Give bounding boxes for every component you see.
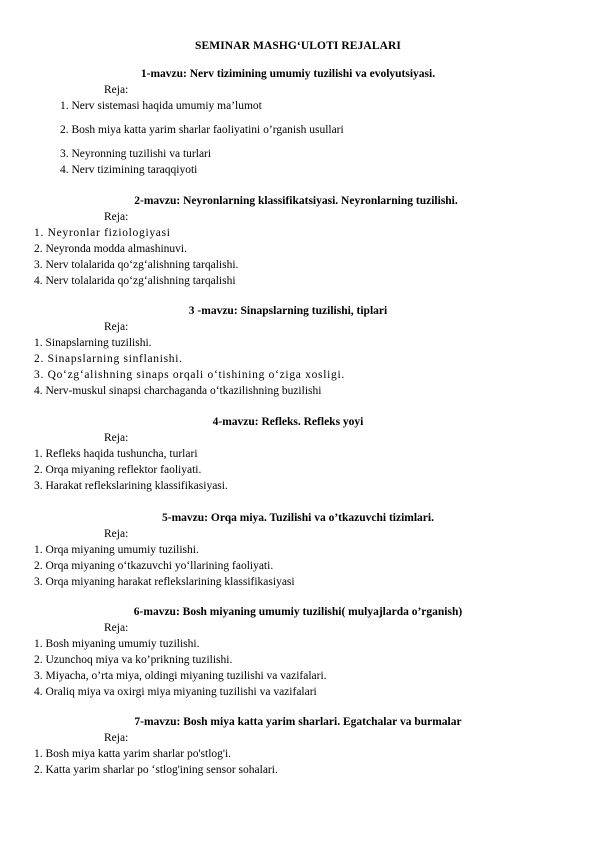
topic-6-item-4: 4. Oraliq miya va oxirgi miya miyaning tuzilishi va vazifalari	[34, 686, 317, 698]
topic-7-item-1: 1. Bosh miya katta yarim sharlar po'stlog'i.	[34, 748, 232, 760]
topic-2-item-2: 2. Neyronda modda almashinuvi.	[34, 243, 187, 255]
topic-3-heading: 3 -mavzu: Sinapslarning tuzilishi, tiplari	[188, 305, 388, 317]
topic-4-item-3: 3. Harakat reflekslarining klassifikasiyasi.	[34, 480, 228, 492]
topic-1-item-2: 2. Bosh miya katta yarim sharlar faoliyatini o’rganish usullari	[60, 124, 344, 136]
topic-2-reja: Reja:	[104, 211, 129, 223]
topic-5-heading: 5-mavzu: Orqa miya. Tuzilishi va o’tkazuvchi tizimlari.	[162, 512, 434, 524]
topic-4-reja: Reja:	[104, 432, 129, 444]
topic-7-heading: 7-mavzu: Bosh miya katta yarim sharlari. Egatchalar va burmalar	[134, 716, 462, 728]
topic-3-item-1: 1. Sinapslarning tuzilishi.	[34, 337, 152, 349]
topic-2-item-4: 4. Nerv tolalarida qo‘zg‘alishning tarqalishi	[34, 275, 236, 287]
topic-2-heading: 2-mavzu: Neyronlarning klassifikatsiyasi. Neyronlarning tuzilishi.	[134, 195, 458, 207]
topic-1-item-3: 3. Neyronning tuzilishi va turlari	[60, 148, 212, 160]
topic-6-item-2: 2. Uzunchoq miya va ko’prikning tuzilishi.	[34, 654, 233, 666]
topic-3-item-4: 4. Nerv-muskul sinapsi charchaganda o‘tkazilishning buzilishi	[34, 385, 322, 397]
topic-1-reja: Reja:	[104, 84, 129, 96]
topic-3-reja: Reja:	[104, 321, 129, 333]
topic-4-item-2: 2. Orqa miyaning reflektor faoliyati.	[34, 464, 202, 476]
topic-6-reja: Reja:	[104, 622, 129, 634]
topic-6-item-3: 3. Miyacha, o’rta miya, oldingi miyaning tuzilishi va vazifalari.	[34, 670, 327, 682]
document-title: SEMINAR MASHG‘ULOTI REJALARI	[195, 40, 401, 52]
topic-3-item-2: 2. Sinapslarning sinflanishi.	[34, 353, 183, 365]
topic-5-item-2: 2. Orqa miyaning o‘tkazuvchi yo‘llarining faoliyati.	[34, 560, 274, 572]
topic-4-heading: 4-mavzu: Refleks. Refleks yoyi	[212, 416, 364, 428]
topic-6-heading: 6-mavzu: Bosh miyaning umumiy tuzilishi( mulyajlarda o’rganish)	[133, 606, 463, 618]
topic-4-item-1: 1. Refleks haqida tushuncha, turlari	[34, 448, 198, 460]
topic-2-item-3: 3. Nerv tolalarida qo‘zg‘alishning tarqalishi.	[34, 259, 239, 271]
topic-1-item-1: 1. Nerv sistemasi haqida umumiy ma’lumot	[60, 100, 262, 112]
topic-1-item-4: 4. Nerv tizimining taraqqiyoti	[60, 164, 198, 176]
topic-5-reja: Reja:	[104, 528, 129, 540]
topic-6-item-1: 1. Bosh miyaning umumiy tuzilishi.	[34, 638, 200, 650]
topic-7-reja: Reja:	[104, 732, 129, 744]
topic-1-heading: 1-mavzu: Nerv tizimining umumiy tuzilishi va evolyutsiyasi.	[140, 68, 436, 80]
topic-3-item-3: 3. Qo‘zg‘alishning sinaps orqali o‘tishining o‘ziga xosligi.	[34, 369, 345, 381]
topic-7-item-2: 2. Katta yarim sharlar po ‘stlog'ining sensor sohalari.	[34, 764, 278, 776]
topic-2-item-1: 1. Neyronlar fiziologiyasi	[34, 227, 171, 239]
topic-5-item-1: 1. Orqa miyaning umumiy tuzilishi.	[34, 544, 199, 556]
topic-5-item-3: 3. Orqa miyaning harakat reflekslarining klassifikasiyasi	[34, 576, 295, 588]
